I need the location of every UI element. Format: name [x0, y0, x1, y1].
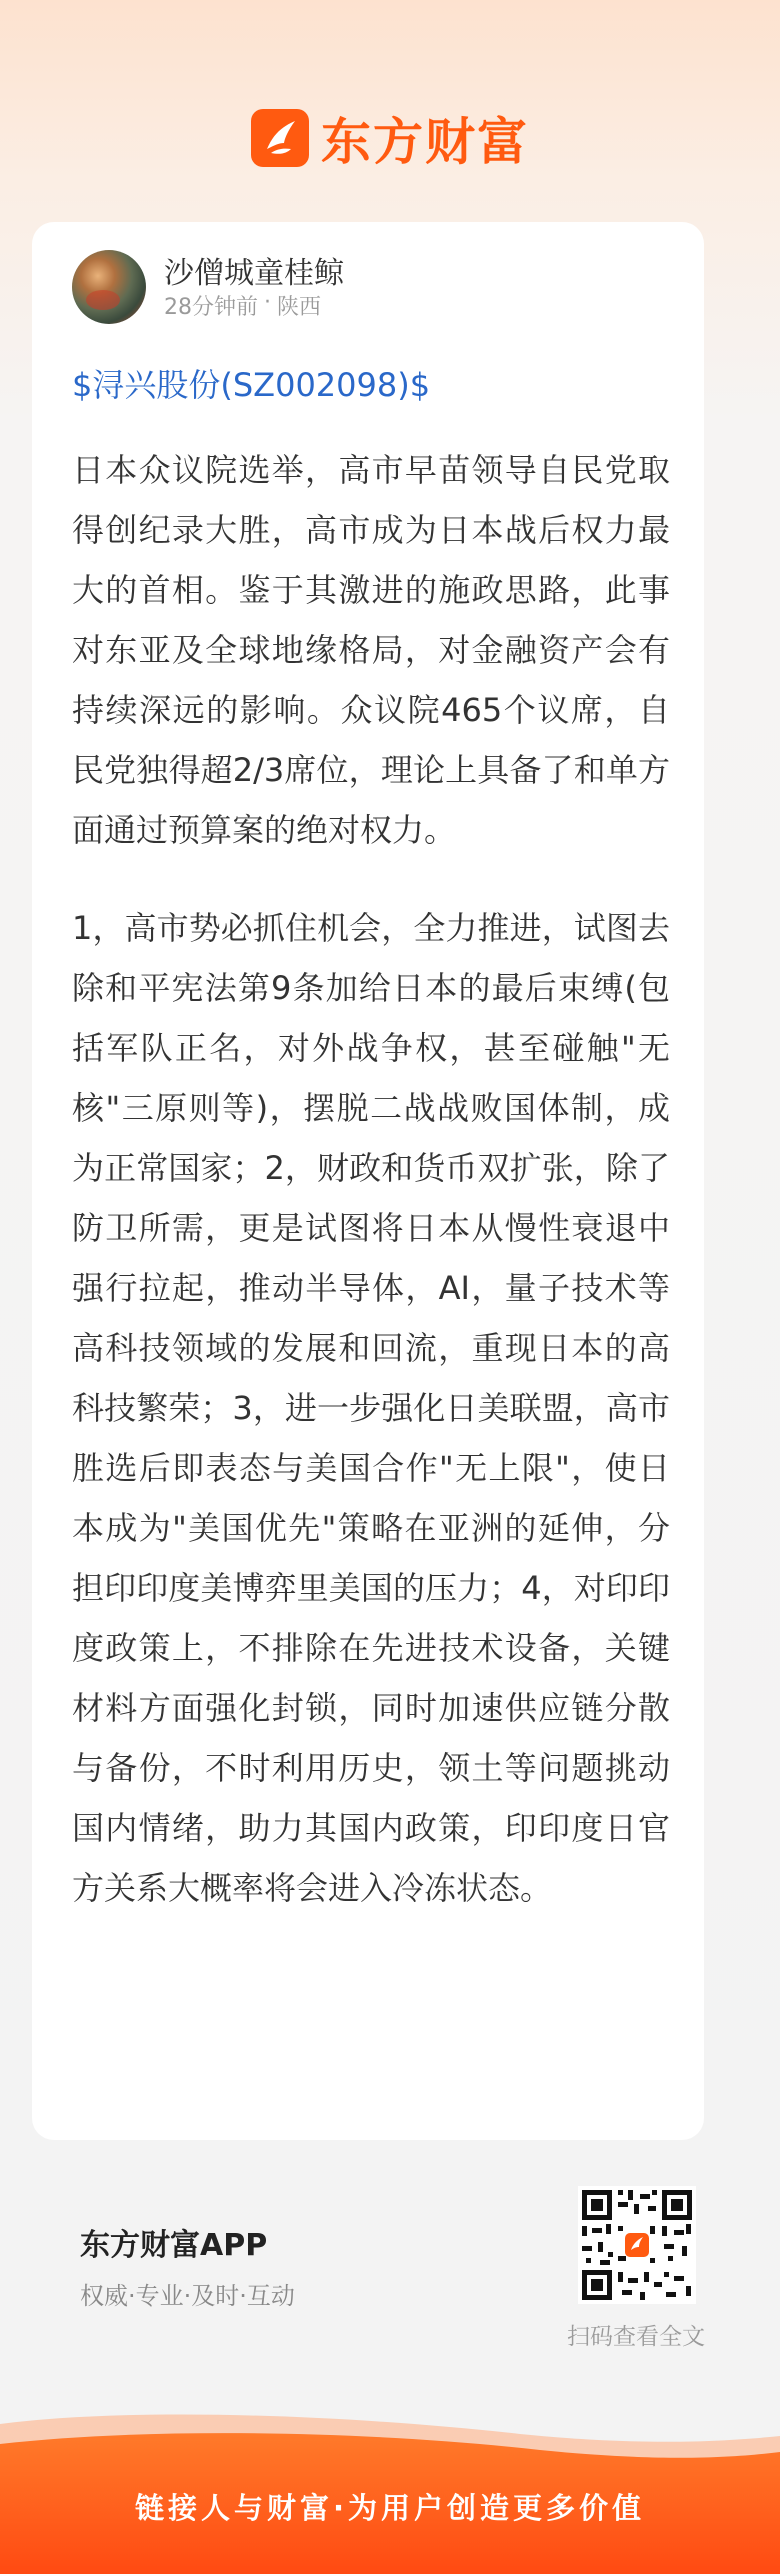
- app-name: 东方财富APP: [80, 2228, 268, 2263]
- post-meta: [164, 290, 321, 321]
- post-time: 28分钟前: [164, 295, 258, 320]
- banner-slogan: 链接人与财富·为用户创造更多价值: [134, 2491, 646, 2525]
- post-location: 陕西: [277, 295, 322, 320]
- post-card: [32, 222, 704, 2140]
- post-content: [72, 440, 670, 1956]
- meta-separator: ·: [264, 290, 271, 315]
- qr-caption: 扫码查看全文: [567, 2324, 705, 2350]
- eastmoney-logo-icon: [251, 109, 309, 167]
- app-header: [0, 108, 780, 171]
- qr-code-icon[interactable]: [578, 2186, 696, 2304]
- brand-name: 东方财富: [321, 113, 529, 171]
- stock-link[interactable]: $浔兴股份(SZ002098)$: [72, 366, 431, 404]
- paragraph: 1，高市势必抓住机会，全力推进，试图去除和平宪法第9条加给日本的最后束缚(包括军队正名，对外战争权，甚至碰触"无核"三原则等)，摆脱二战战败国体制，成为正常国家；2，财政和货币双扩张，除了防卫所需，更是试图将日本从慢性衰退中强行拉起，推动半导体，AI，量子技术等高科技领域的发展和回流，重现日本的高科技繁荣；3，进一步强化日美联盟，高市胜选后即表态与美国合作"无上限"，使日本成为"美国优先"策略在亚洲的延伸，分担印印度美博弈里美国的压力；4，对印印度政策上，不排除在先进技术设备，关键材料方面强化封锁，同时加速供应链分散与备份，不时利用历史，领土等问题挑动国内情绪，助力其国内政策，印印度日官方关系大概率将会进入冷冻状态。: [72, 909, 670, 1907]
- app-slogan: 权威·专业·及时·互动: [80, 2282, 295, 2310]
- username[interactable]: 沙僧城童桂鲸: [164, 256, 344, 291]
- avatar[interactable]: [72, 250, 146, 324]
- bottom-banner: [0, 2380, 780, 2574]
- paragraph: 日本众议院选举，高市早苗领导自民党取得创纪录大胜，高市成为日本战后权力最大的首相。鉴于其激进的施政思路，此事对东亚及全球地缘格局，对金融资产会有持续深远的影响。众议院465个议席，自民党独得超2/3席位，理论上具备了和单方面通过预算案的绝对权力。: [72, 451, 670, 849]
